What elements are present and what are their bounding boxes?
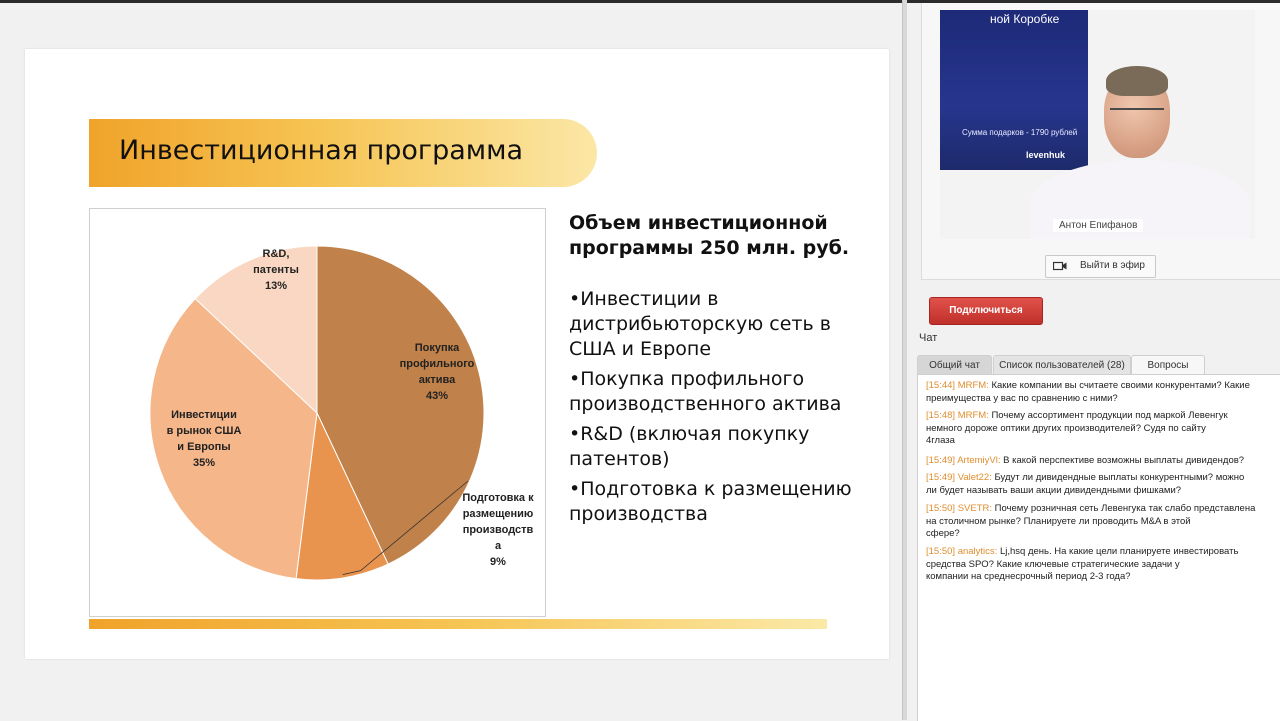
- message-time: [15:49]: [926, 455, 956, 466]
- message-text: Почему розничная сеть Левенгука так слабо представлена: [992, 503, 1256, 514]
- pie-chart-svg: [90, 209, 545, 616]
- pie-category-label: Покупка: [414, 342, 460, 354]
- bullet-production: •Подготовка к размещению производства: [569, 478, 852, 525]
- poster-header: ной Коробке: [990, 12, 1060, 26]
- message-time: [15:50]: [926, 503, 956, 514]
- message-user: analytics:: [957, 546, 998, 557]
- message-text-cont: немного дороже оптики других производителей? Судя по сайту: [926, 422, 1206, 434]
- message-text-cont: преимущества у вас по сравнению с ними?: [926, 392, 1118, 404]
- pie-value-label: 35%: [192, 457, 216, 469]
- slide-bottom-bar: [89, 619, 827, 629]
- slide-heading: Объем инвестиционной программы 250 млн. руб.: [569, 212, 850, 259]
- message-user: MRFM:: [957, 380, 989, 391]
- pie-category-label: производств: [462, 524, 534, 536]
- pie-value-label: 13%: [264, 280, 288, 292]
- poster-text: Сумма подарков - 1790 рублей: [962, 128, 1078, 137]
- presenter-name: Антон Епифанов: [1053, 219, 1143, 232]
- message-user: SVETR:: [957, 503, 993, 514]
- message-text-cont: 4глаза: [926, 435, 955, 446]
- message-text-cont: средства SPO? Какие ключевые стратегические задачи у: [926, 558, 1180, 570]
- chat-message: [926, 410, 1271, 448]
- tab-general-chat[interactable]: Общий чат: [917, 355, 992, 375]
- pie-category-label: актива: [418, 374, 456, 386]
- message-text: В какой перспективе возможны выплаты дивидендов?: [1000, 455, 1245, 466]
- poster-logo: levenhuk: [1026, 150, 1066, 160]
- message-text-cont: компании на среднесрочный период 2-3 года?: [926, 571, 1131, 582]
- poster: [940, 10, 1088, 170]
- pie-category-label: Инвестиции: [171, 409, 237, 421]
- bullet-distribution: •Инвестиции в дистрибьюторскую сеть в США и Европе: [569, 288, 831, 360]
- message-time: [15:50]: [926, 546, 956, 557]
- go-live-button[interactable]: [1045, 255, 1156, 278]
- pie-category-label: профильного: [399, 358, 475, 370]
- pie-chart: [89, 208, 546, 617]
- tab-user-list[interactable]: Список пользователей (28): [993, 355, 1131, 375]
- pie-category-label: в рынок США: [166, 425, 242, 437]
- message-user: MRFM:: [957, 410, 989, 421]
- message-time: [15:48]: [926, 410, 956, 421]
- presentation-slide: [25, 49, 889, 659]
- message-time: [15:49]: [926, 472, 956, 483]
- message-text-cont: сфере?: [926, 528, 960, 539]
- pie-category-label: а: [494, 540, 502, 552]
- bullet-asset: •Покупка профильного производственного актива: [569, 368, 842, 415]
- chat-message: [926, 503, 1271, 541]
- chat-message: [926, 380, 1271, 405]
- camera-icon: [1053, 261, 1067, 271]
- presenter-hair: [1106, 66, 1168, 96]
- message-text: Будут ли дивидендные выплаты конкурентными? можно: [991, 472, 1245, 483]
- message-text-cont: на столичном рынке? Планируете ли проводить M&A в этой: [926, 515, 1191, 527]
- message-text: Почему ассортимент продукции под маркой Левенгук: [988, 410, 1228, 421]
- pie-value-label: 43%: [425, 390, 449, 402]
- message-user: ArtemiyVl:: [957, 455, 1001, 466]
- chat-message: [926, 472, 1271, 497]
- pie-category-label: патенты: [253, 264, 299, 276]
- pie-category-label: и Европы: [177, 441, 231, 453]
- message-text: Lj,hsq день. На какие цели планируете инвестировать: [997, 546, 1239, 557]
- message-text-cont: ли будет называть ваши акции дивидендными фишками?: [926, 484, 1182, 496]
- pie-value-label: 9%: [490, 556, 506, 568]
- chat-title: Чат: [919, 332, 938, 344]
- bullet-rnd: •R&D (включая покупку патентов): [569, 423, 810, 470]
- slide-text: [569, 211, 869, 532]
- message-user: Valet22:: [957, 472, 992, 483]
- slide-title: Инвестиционная программа: [119, 135, 524, 166]
- pie-category-label: Подготовка к: [462, 492, 534, 504]
- chat-message: [926, 546, 1271, 584]
- chat-messages[interactable]: [917, 374, 1280, 721]
- pie-category-label: R&D,: [262, 248, 290, 260]
- connect-button[interactable]: Подключиться: [929, 297, 1043, 325]
- chat-message: [926, 455, 1271, 468]
- message-text: Какие компании вы считаете своими конкурентами? Какие: [988, 380, 1250, 391]
- video-frame: [940, 10, 1255, 239]
- message-time: [15:44]: [926, 380, 956, 391]
- go-live-label: Выйти в эфир: [1080, 260, 1145, 271]
- presenter-glasses: [1110, 108, 1164, 120]
- tab-questions[interactable]: Вопросы: [1131, 355, 1205, 375]
- pie-category-label: размещению: [462, 508, 534, 520]
